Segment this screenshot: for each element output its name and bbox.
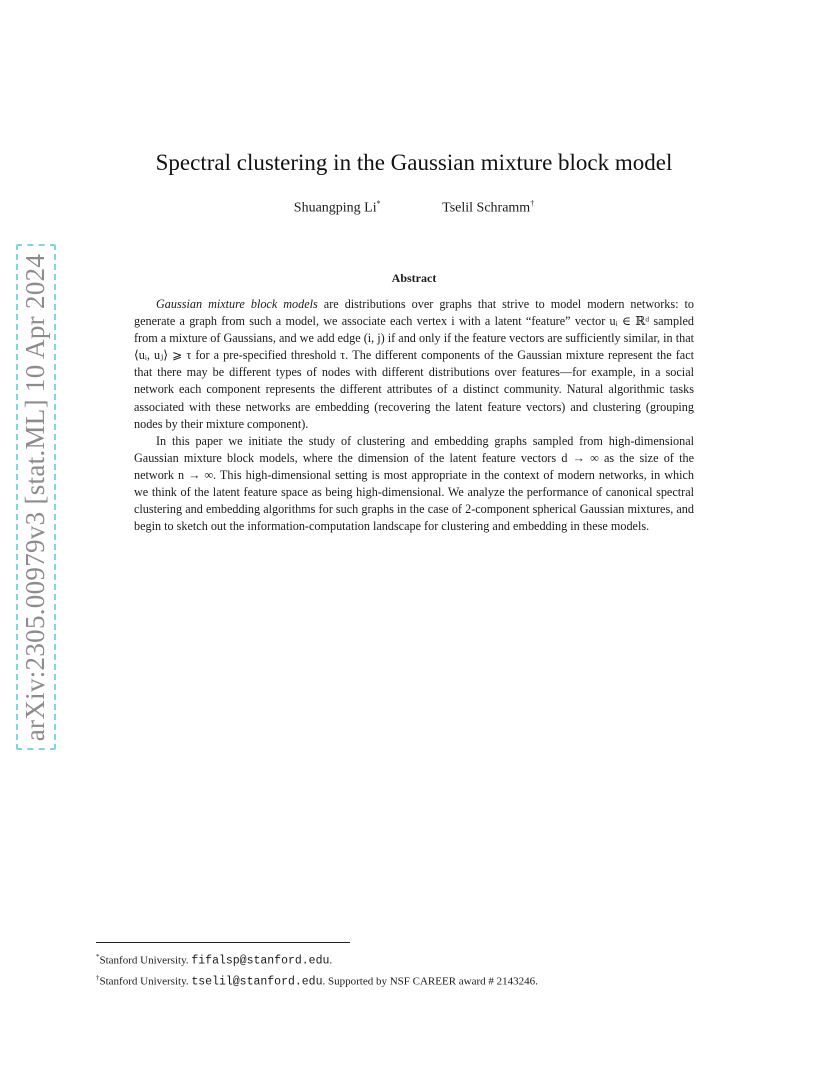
footnote-2: [96, 970, 736, 991]
footnote-1: [96, 949, 736, 970]
footnote-tail: . Supported by NSF CAREER award # 2143246.: [322, 975, 538, 988]
author-1: [294, 199, 381, 217]
footnotes: [96, 942, 736, 990]
abstract-paragraph-1: [134, 296, 694, 433]
footnote-email: tselil@stanford.edu: [191, 975, 323, 989]
author-list: [0, 199, 828, 217]
author-footnote-mark: †: [530, 199, 535, 208]
abstract-emphasis: Gaussian mixture block models: [156, 297, 318, 311]
author-2: [442, 199, 534, 217]
abstract-heading: Abstract: [391, 271, 437, 285]
footnote-affiliation: Stanford University.: [99, 975, 192, 988]
footnote-tail: .: [329, 954, 333, 967]
footnote-mark: *: [96, 953, 100, 961]
footnote-rule: [96, 942, 350, 943]
paper-title: Spectral clustering in the Gaussian mixture block model: [155, 150, 673, 175]
abstract-body: [134, 296, 694, 535]
author-name: Shuangping Li: [293, 200, 377, 216]
footnote-email: fifalsp@stanford.edu: [191, 954, 330, 968]
footnote-affiliation: Stanford University.: [99, 954, 192, 967]
abstract-paragraph-1-text: are distributions over graphs that strive to model modern networks: to generate a graph from such a model, we associate each vertex i with a latent “feature” vector uᵢ ∈ ℝᵈ sampled from a mixture of Gaussians, and we add edge (i, j) if and only if the feature vectors are sufficiently similar, in that ⟨uᵢ, uⱼ⟩ ⩾ τ for a pre-specified threshold τ. The different components of the Gaussian mixture represent the fact that there may be different types of nodes with different distributions over features—for example, in a social network each component represents the different attributes of a distinct community. Natural algorithmic tasks associated with these networks are embedding (recovering the latent feature vectors) and clustering (grouping nodes by their mixture component).: [134, 297, 694, 431]
author-name: Tselil Schramm: [442, 200, 531, 216]
footnote-mark: †: [96, 973, 100, 982]
abstract-paragraph-2: In this paper we initiate the study of clustering and embedding graphs sampled from high-dimensional Gaussian mixture block models, where the dimension of the latent feature vectors d → ∞ as the size of the network n → ∞. This high-dimensional setting is most appropriate in the context of modern networks, in which we think of the latent feature space as being high-dimensional. We analyze the performance of canonical spectral clustering and embedding algorithms for such graphs in the case of 2-component spherical Gaussian mixtures, and begin to sketch out the information-computation landscape for clustering and embedding in these models.: [134, 433, 694, 534]
author-footnote-mark: *: [376, 199, 381, 208]
arxiv-identifier: arXiv:2305.00979v3 [stat.ML] 10 Apr 2024: [20, 253, 51, 741]
arxiv-identifier-stamp: [16, 244, 56, 750]
